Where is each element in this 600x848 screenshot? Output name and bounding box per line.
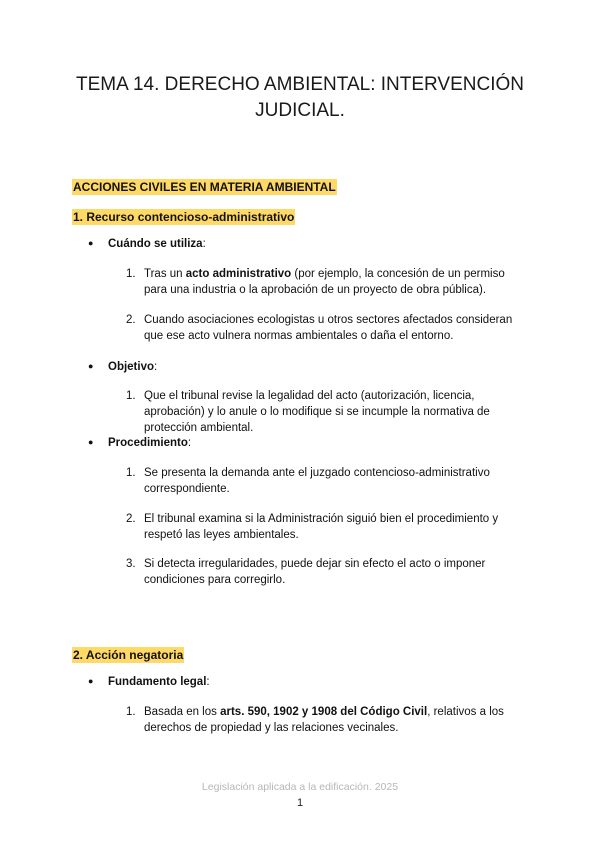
subsection-heading-text: 2. Acción negatoria: [73, 648, 184, 662]
list-number: 3.: [126, 558, 136, 570]
list-text: Se presenta la demanda ante el juzgado contencioso-administrativo correspondiente.: [144, 467, 490, 495]
bullet-fundamento: ● Fundamento legal:: [88, 673, 210, 690]
list-item: [126, 511, 526, 543]
bold-term: arts. 590, 1902 y 1908 del Código Civil: [220, 706, 428, 718]
list-number: 2.: [126, 314, 136, 326]
list-item: [126, 704, 526, 736]
list-number: 2.: [126, 513, 136, 525]
list-text: Si detecta irregularidades, puede dejar sin efecto el acto o imponer condiciones para corregirlo.: [144, 558, 486, 586]
subsection-heading-negatoria: [72, 646, 184, 664]
list-item: [126, 266, 526, 298]
bullet-dot-icon: ●: [88, 676, 94, 686]
list-text: El tribunal examina si la Administración siguió bien el procedimiento y respetó las leyes ambientales.: [144, 513, 499, 541]
list-number: 1.: [126, 706, 136, 718]
section-heading: [72, 178, 337, 196]
bullet-label: Cuándo se utiliza: [108, 238, 203, 250]
subsection-heading-text: 1. Recurso contencioso-administrativo: [73, 210, 295, 224]
list-item: [126, 312, 526, 344]
footer-text: Legislación aplicada a la edificación. 2025: [201, 781, 399, 793]
list-number: 1.: [126, 467, 136, 479]
list-text: Que el tribunal revise la legalidad del acto (autorización, licencia, aprobación) y lo anule o lo modifique si se incumple la normativa de protección ambiental.: [144, 390, 490, 434]
bullet-label: Objetivo: [108, 361, 155, 373]
bullet-procedimiento: ● Procedimiento:: [88, 434, 191, 451]
list-text: Cuando asociaciones ecologistas u otros sectores afectados consideran que ese acto vulnera normas ambientales o daña el entorno.: [144, 314, 513, 342]
bullet-label: Fundamento legal: [108, 676, 207, 688]
bullet-objetivo: ● Objetivo:: [88, 358, 157, 375]
bullet-cuando: ● Cuándo se utiliza:: [88, 235, 206, 252]
bullet-dot-icon: ●: [88, 238, 94, 248]
bold-term: acto administrativo: [185, 268, 292, 280]
list-item: [126, 388, 526, 436]
list-number: 1.: [126, 390, 136, 402]
bullet-label: Procedimiento: [108, 437, 188, 449]
bullet-dot-icon: ●: [88, 361, 94, 371]
page-title: TEMA 14. DERECHO AMBIENTAL: INTERVENCIÓN JUDICIAL.: [75, 74, 524, 121]
list-item: [126, 465, 526, 497]
list-number: 1.: [126, 268, 136, 280]
list-item: [126, 556, 526, 588]
subsection-heading-recurso: [72, 208, 295, 226]
list-text: Tras un acto administrativo (por ejemplo, la concesión de un permiso para una industria o la aprobación de un proyecto de obra pública).: [144, 268, 505, 296]
list-text: Basada en los arts. 590, 1902 y 1908 del Código Civil, relativos a los derechos de propiedad y las relaciones vecinales.: [144, 706, 504, 734]
section-heading-text: ACCIONES CIVILES EN MATERIA AMBIENTAL: [73, 180, 336, 194]
page-number: 1: [296, 797, 304, 809]
bullet-dot-icon: ●: [88, 437, 94, 447]
